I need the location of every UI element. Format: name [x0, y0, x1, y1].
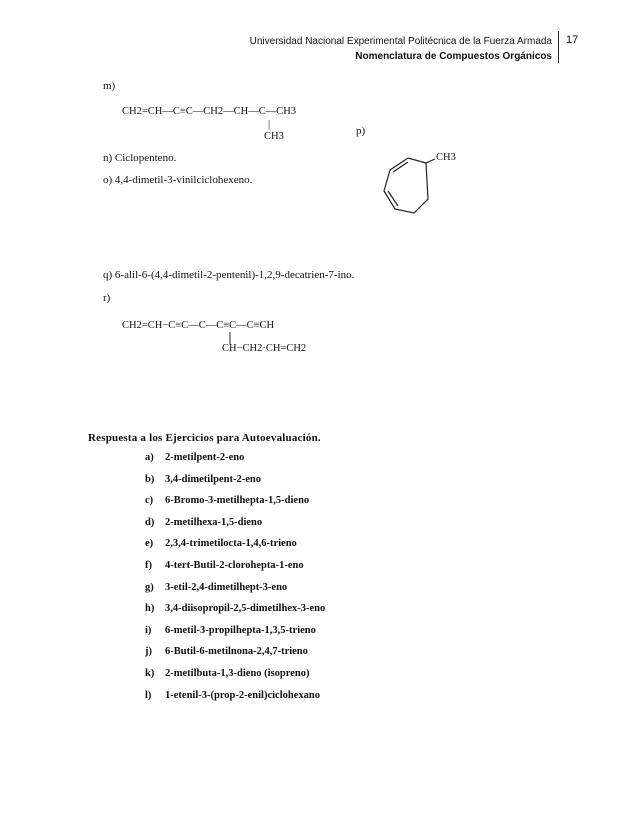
page-number: 17	[566, 34, 579, 46]
list-item: h) 3,4-diisopropil-2,5-dimetilhex-3-eno	[145, 603, 326, 615]
exercise-r-formula: CH2=CH−C≡C—C—C≡C—C≡CH	[122, 320, 275, 331]
list-item: g) 3-etil-2,4-dimetilhept-3-eno	[145, 581, 288, 593]
document-subtitle: Nomenclatura de Compuestos Orgánicos	[355, 51, 552, 62]
list-item: a) 2-metilpent-2-eno	[145, 452, 245, 463]
exercise-o: o) 4,4-dimetil-3-vinilciclohexeno.	[103, 174, 253, 186]
header-divider	[558, 31, 559, 63]
list-item: l) 1-etenil-3-(prop-2-enil)ciclohexano	[145, 689, 320, 701]
exercise-p-methyl: CH3	[436, 152, 456, 163]
list-item: d) 2-metilhexa-1,5-dieno	[145, 516, 263, 528]
list-item: k) 2-metilbuta-1,3-dieno (isopreno)	[145, 667, 310, 679]
list-item: b) 3,4-dimetilpent-2-eno	[145, 473, 261, 485]
page-header	[250, 34, 552, 64]
answers-list	[145, 452, 325, 711]
exercise-m-branch: CH3	[264, 131, 284, 142]
exercise-p-label: p)	[356, 125, 366, 137]
list-item: c) 6-Bromo-3-metilhepta-1,5-dieno	[145, 495, 310, 507]
list-item: j) 6-Butil-6-metilnona-2,4,7-trieno	[145, 646, 308, 658]
university-name: Universidad Nacional Experimental Politécnica de la Fuerza Armada	[249, 36, 552, 47]
exercise-r-label: r)	[103, 292, 111, 304]
exercise-n: n) Ciclopenteno.	[103, 152, 177, 164]
list-item: i) 6-metil-3-propilhepta-1,3,5-trieno	[145, 624, 316, 636]
list-item: f) 4-tert-Butil-2-clorohepta-1-eno	[145, 559, 304, 571]
cycloheptadiene-structure	[380, 155, 460, 225]
exercise-q: q) 6-alil-6-(4,4-dimetil-2-pentenil)-1,2,9-decatrien-7-ino.	[103, 269, 355, 281]
exercise-m-branch-bond: |	[268, 119, 271, 130]
exercise-m-label: m)	[103, 80, 116, 92]
list-item: e) 2,3,4-trimetilocta-1,4,6-trieno	[145, 538, 297, 550]
exercise-m-formula: CH2=CH—C≡C—CH2—CH—C—CH3	[122, 106, 297, 117]
exercise-r-branch: CH−CH2·CH=CH2	[222, 343, 307, 354]
answers-title: Respuesta a los Ejercicios para Autoevaluación.	[88, 432, 321, 444]
